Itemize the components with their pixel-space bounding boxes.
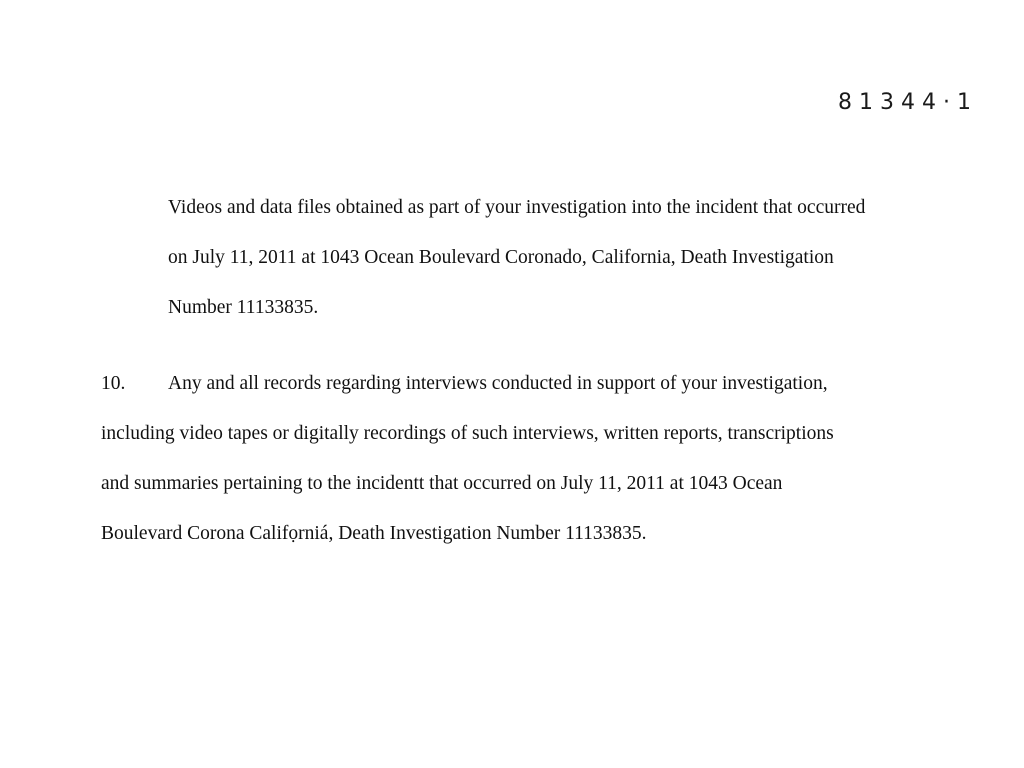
paragraph-line: Number 11133835. <box>168 297 319 318</box>
item-number: 10. <box>101 373 126 394</box>
item-10-paragraph <box>101 359 834 559</box>
paragraph-line: Any and all records regarding interviews conducted in support of your investigation, <box>168 373 828 394</box>
paragraph-line: and summaries pertaining to the incidentt that occurred on July 11, 2011 at 1043 Ocean <box>101 473 783 494</box>
paragraph-line: including video tapes or digitally recordings of such interviews, written reports, transcriptions <box>101 423 834 444</box>
paragraph-videos-data-files <box>168 183 865 333</box>
paragraph-line: Videos and data files obtained as part of your investigation into the incident that occurred <box>168 197 866 218</box>
paragraph-line: on July 11, 2011 at 1043 Ocean Boulevard Coronado, California, Death Investigation <box>168 247 834 268</box>
paragraph-line: Boulevard Corona Califọrniá, Death Investigation Number 11133835. <box>101 523 647 544</box>
item-10-first-line <box>101 359 834 409</box>
document-id-stamp: 81344·1 <box>838 90 978 115</box>
